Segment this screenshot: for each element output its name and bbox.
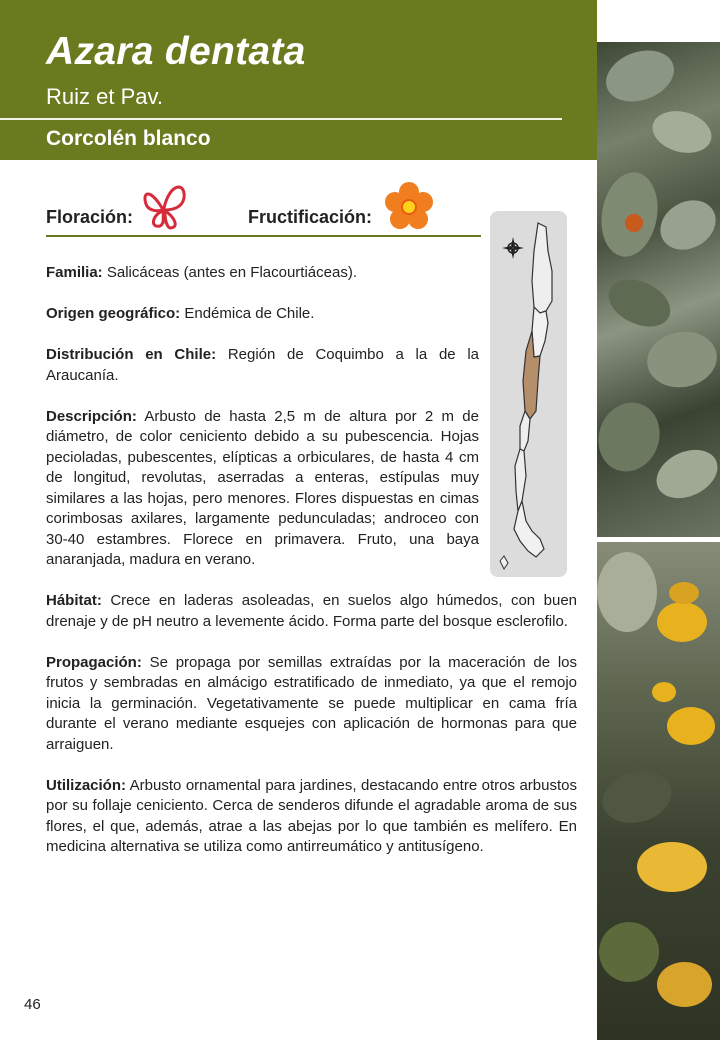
section-text: Salicáceas (antes en Flacourtiáceas). — [106, 264, 357, 281]
plant-photo-flowers — [597, 542, 720, 1040]
phenology-divider — [46, 235, 481, 237]
section-origen — [46, 304, 479, 325]
common-name: Corcolén blanco — [46, 127, 211, 150]
flowering-label: Floración: — [46, 207, 134, 227]
section-text: Endémica de Chile. — [184, 305, 315, 322]
fruiting-label: Fructificación: — [248, 207, 373, 227]
header-divider — [0, 118, 562, 120]
section-habitat — [46, 591, 577, 632]
species-description — [46, 263, 577, 878]
section-label: Descripción: — [46, 407, 137, 425]
section-label: Origen geográfico: — [46, 305, 181, 322]
section-label: Familia: — [46, 264, 103, 281]
section-label: Utilización: — [46, 776, 127, 794]
section-text: Se propaga por semillas extraídas por la maceración de los frutos y sembradas en almácigo estratificado de inmediato, ya que el remojo inicia la germinación. Vegetativamente se puede multiplicar en cama fría durante el verano mediante esquejes con aplicación de hormonas para que arraiguen. — [46, 653, 577, 753]
section-utilizacion — [46, 776, 577, 858]
section-descripcion — [46, 407, 479, 571]
plant-photo-foliage — [597, 42, 720, 537]
section-propagacion — [46, 653, 577, 756]
butterfly-icon — [140, 178, 188, 234]
page-number: 46 — [24, 996, 41, 1013]
flower-icon — [383, 180, 435, 232]
section-label: Distribución en Chile: — [46, 346, 217, 363]
species-title: Azara dentata — [46, 30, 306, 73]
section-text: Crece en laderas asoleadas, en suelos algo húmedos, con buen drenaje y de pH neutro a levemente ácido. Forma parte del bosque esclerofilo. — [46, 592, 577, 630]
header-band — [0, 0, 597, 160]
section-text: Región de Coquimbo a la de la Araucanía. — [46, 346, 480, 384]
species-author: Ruiz et Pav. — [46, 84, 163, 109]
section-familia — [46, 263, 479, 284]
section-label: Hábitat: — [46, 592, 102, 609]
section-text: Arbusto de hasta 2,5 m de altura por 2 m de diámetro, de color ceniciento debido a su pubescencia. Hojas pecioladas, pubescentes, elípticas a orbiculares, de hasta 4 cm de longitud, revolutas, aserradas a enteras, estípulas muy similares a las hojas, pero menores. Flores dispuestas en cimas corimbosas axilares, largamente pedunculadas; androceo con 30-40 estambres. Florece en primavera. Fruto, una baya anaranjada, madura en verano. — [46, 407, 479, 568]
section-text: Arbusto ornamental para jardines, destacando entre otros arbustos por su follaje ceniciento. Cerca de senderos difunde el agradable aroma de sus flores, el que, además, atrae a las abejas por lo que también es melífero. En medicina alternativa se utiliza como antirreumático y antitusígeno. — [46, 776, 577, 855]
section-label: Propagación: — [46, 653, 142, 671]
section-distribucion — [46, 345, 479, 386]
